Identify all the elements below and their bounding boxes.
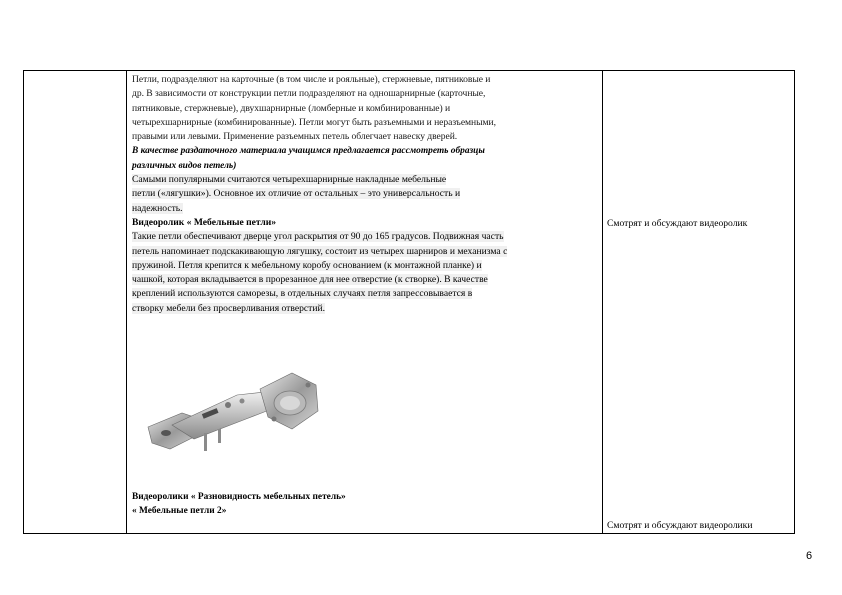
video-list-line-2: « Мебельные петли 2»	[132, 506, 227, 517]
activity-bottom: Смотрят и обсуждают видеоролики	[607, 520, 753, 531]
video-list	[132, 490, 346, 519]
activity-top: Смотрят и обсуждают видеоролик	[607, 218, 748, 229]
italic-note-line-1: В качестве раздаточного материала учащимся предлагается рассмотреть образцы	[132, 146, 485, 157]
column-divider-1	[126, 71, 127, 533]
para2-line-3: надежность.	[132, 202, 183, 214]
para3-line-6: створку мебели без просверливания отверстий.	[132, 302, 326, 314]
lesson-table	[23, 70, 795, 534]
para2-line-2: петли («лягушки»). Основное их отличие от остальных – это универсальность и	[132, 188, 461, 200]
para1-line-1: Петли, подразделяют на карточные (в том числе и рояльные), стержневые, пятниковые и	[132, 74, 491, 85]
italic-note-line-2: различных видов петель)	[132, 160, 237, 171]
video-heading: Видеоролик « Мебельные петли»	[132, 216, 277, 228]
column-divider-2	[602, 71, 603, 533]
furniture-hinge-photo	[142, 367, 327, 459]
para1-line-3: пятниковые, стержневые), двухшарнирные (ломберные и комбинированные) и	[132, 102, 451, 114]
para3-line-1: Такие петли обеспечивают дверце угол раскрытия от 90 до 165 градусов. Подвижная часть	[132, 231, 504, 243]
page-number: 6	[806, 550, 813, 562]
para3-line-4: чашкой, которая вкладывается в прорезанное для нее отверстие (к створке). В качестве	[132, 274, 488, 286]
para2-line-1: Самыми популярными считаются четырехшарнирные накладные мебельные	[132, 174, 447, 186]
para1-line-4: четырехшарнирные (комбинированные). Петли могут быть разъемными и неразъемными,	[132, 116, 496, 128]
para3-line-2: петель напоминает подскакивающую лягушку, состоит из четырех шарниров и механизма с	[132, 245, 508, 257]
para1-line-5: правыми или левыми. Применение разъемных петель облегчает навеску дверей.	[132, 131, 458, 143]
para3-line-3: пружиной. Петля крепится к мебельному коробу основанием (к монтажной планке) и	[132, 259, 482, 271]
content-cell	[132, 73, 598, 316]
para3-line-5: креплений используются саморезы, в отдельных случаях петля запрессовывается в	[132, 288, 473, 300]
para1-line-2: др. В зависимости от конструкции петли подразделяют на одношарнирные (карточные,	[132, 88, 486, 100]
video-list-line-1: Видеоролики « Разновидность мебельных петель»	[132, 492, 346, 502]
